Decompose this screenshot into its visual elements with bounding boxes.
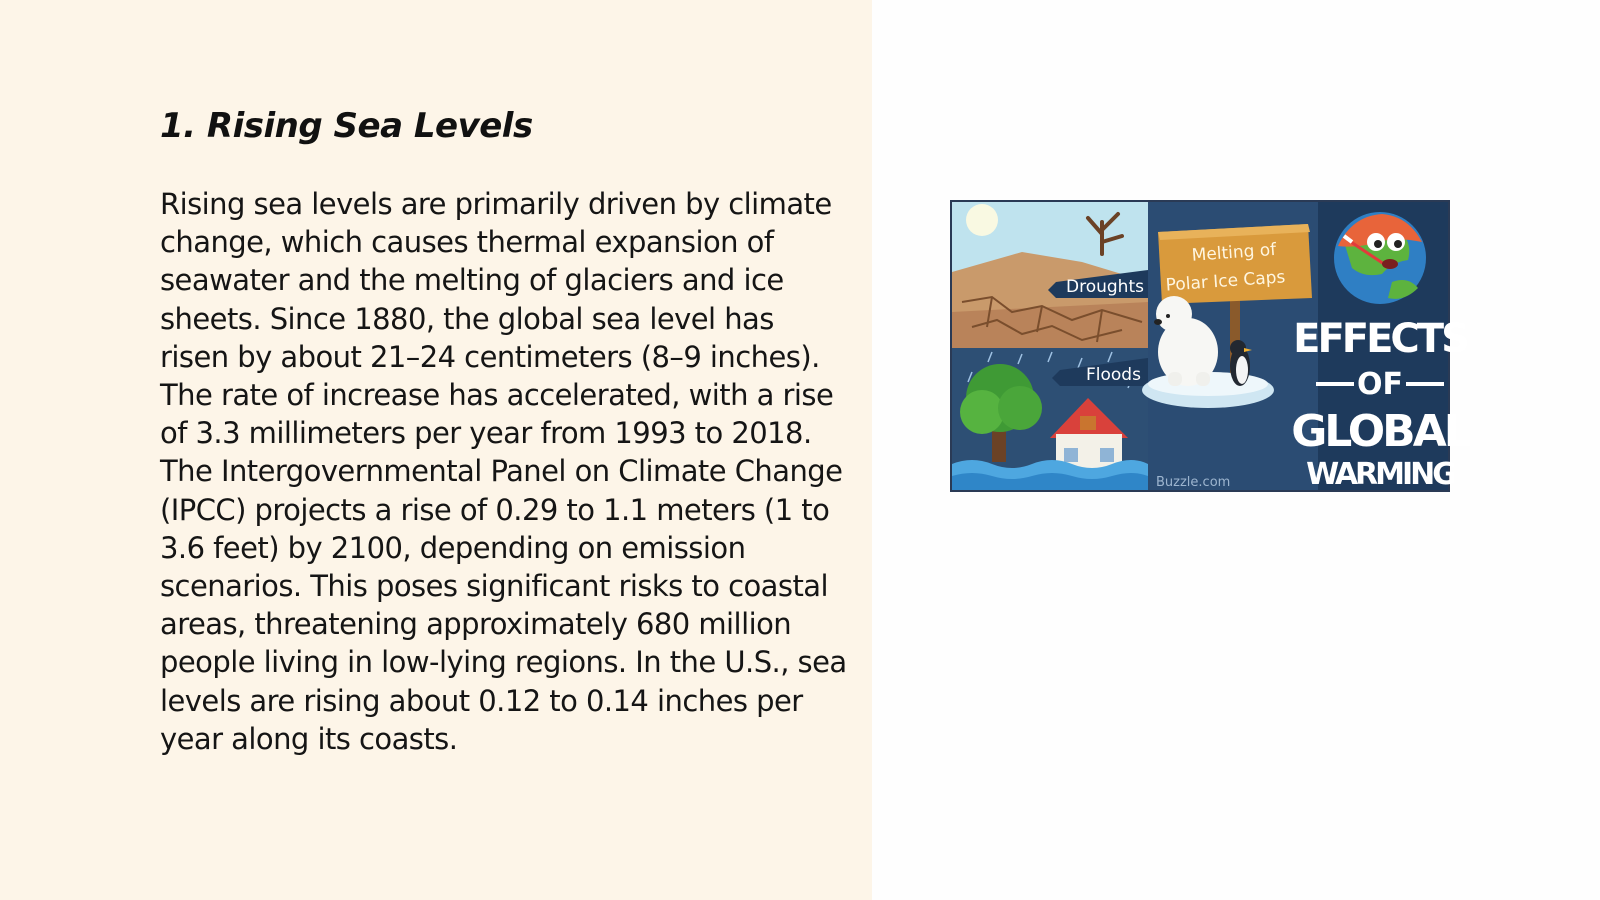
svg-text:Floods: Floods [1086,365,1141,385]
svg-text:GLOBAL: GLOBAL [1291,406,1469,457]
svg-text:EFFECTS: EFFECTS [1293,316,1467,362]
body-paragraph: Rising sea levels are primarily driven by climate change, which causes thermal expansion of seawater and the melting of glaciers and ice sheets. Since 1880, the global sea level has risen by about 21–24 centimeters (8–9 inches). The rate of increase has accelerated, with a rise of 3.3 millimeters per year from 1993 to 2018. The Intergovernmental Panel on Climate Change (IPCC) projects a rise of 0.29 to 1.1 meters (1 to 3.6 feet) by 2100, depending on emission scenarios. This poses significant risks to coastal areas, threatening approximately 680 million people living in low-lying regions. In the U.S., sea levels are rising about 0.12 to 0.14 inches per year along its coasts. [160,187,847,756]
svg-text:Polar Ice Caps: Polar Ice Caps [1165,267,1286,296]
svg-text:OF: OF [1357,367,1403,402]
svg-text:WARMING: WARMING [1306,457,1454,492]
image-credit: Buzzle.com [1156,475,1231,490]
globe-character [1334,212,1426,304]
global-warming-illustration [950,200,1469,492]
svg-text:Melting of: Melting of [1191,239,1277,266]
svg-text:Droughts: Droughts [1066,277,1144,297]
slide-title: 1. Rising Sea Levels [160,106,533,146]
